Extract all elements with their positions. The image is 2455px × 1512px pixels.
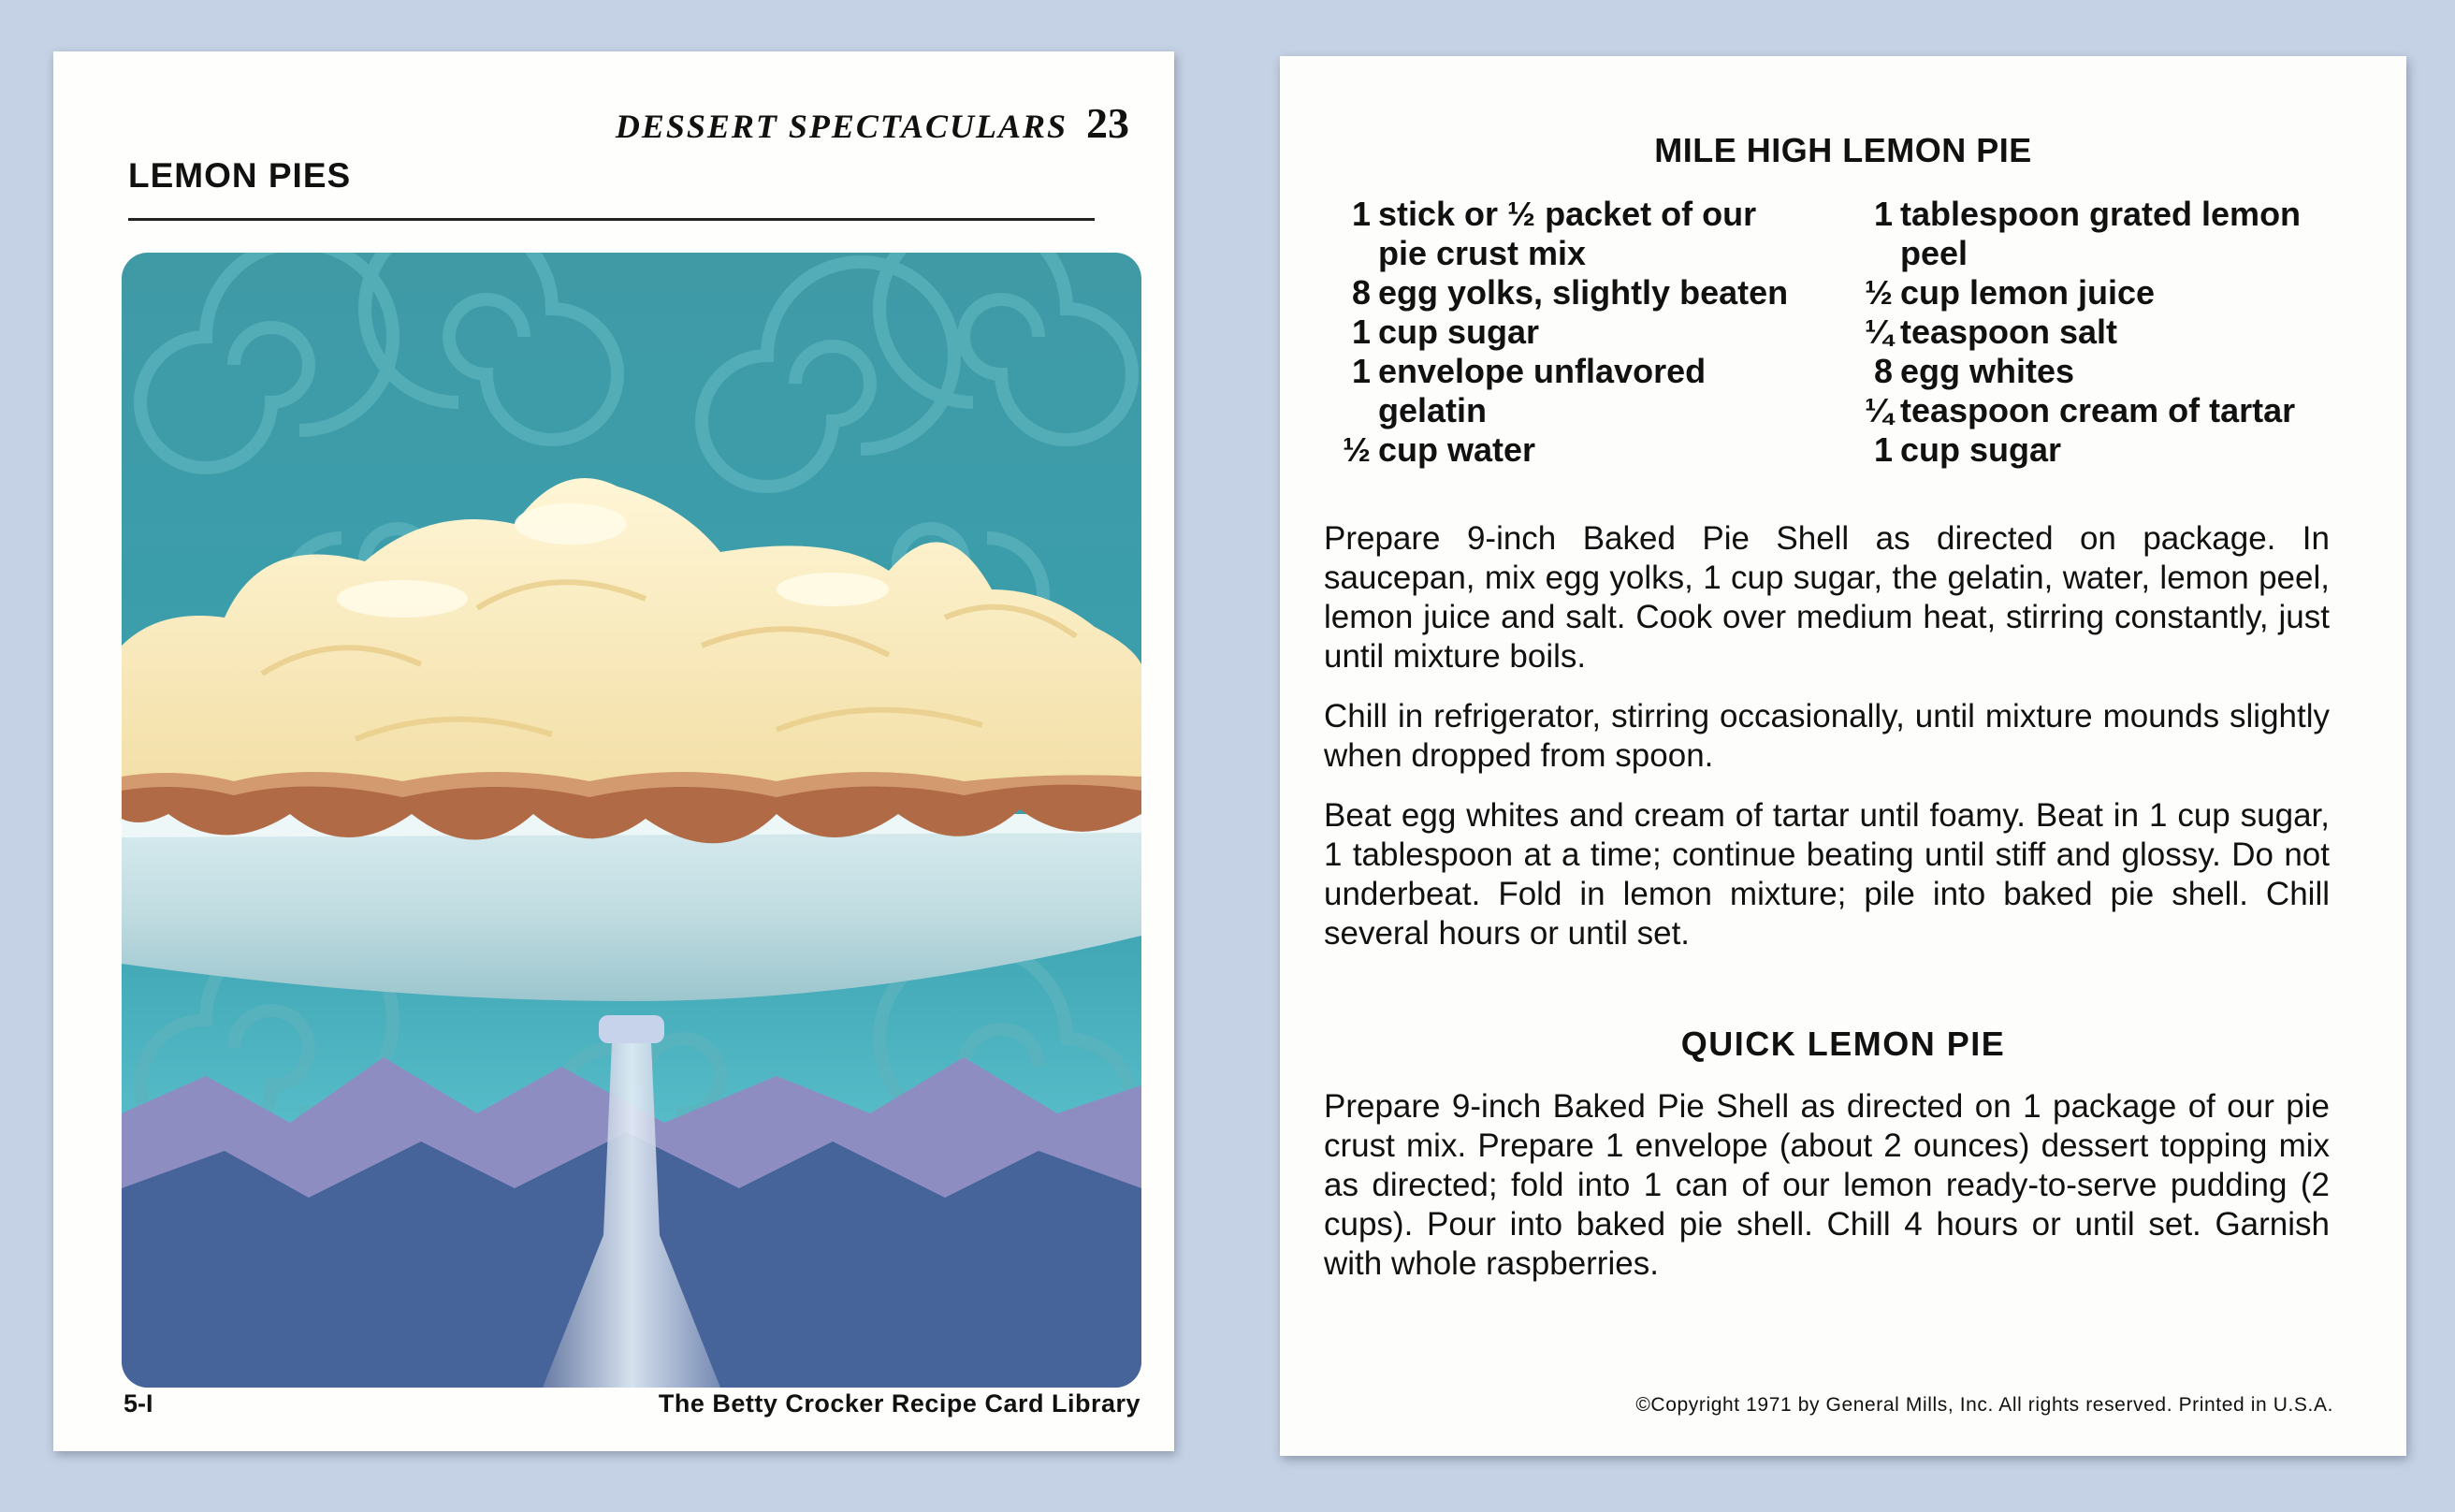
ingredient-item: 8 egg yolks, slightly beaten: [1351, 273, 1789, 312]
ingredient-item: 1 tablespoon grated lemon peel: [1873, 195, 2302, 272]
ingredient-item: 1 stick or ½ packet of our pie crust mix: [1351, 195, 1757, 272]
ingredient-item: ½ cup lemon juice: [1864, 273, 2156, 312]
direction-paragraph: Prepare 9-inch Baked Pie Shell as directed on package. In saucepan, mix egg yolks, 1 cup sugar, the gelatin, water, lemon peel, lemon juice and salt. Cook over medium heat, stirring constantly, just until mixture boils.: [1324, 520, 2330, 675]
recipe-card-front: [53, 51, 1174, 1451]
header-divider: [128, 218, 1095, 221]
ingredient-item: 1 envelope unflavored gelatin: [1351, 352, 1707, 429]
card-code: 5-I: [123, 1389, 153, 1418]
copyright-notice: ©Copyright 1971 by General Mills, Inc. All rights reserved. Printed in U.S.A.: [1635, 1394, 2333, 1416]
ingredient-item: 1 cup sugar: [1351, 313, 1540, 351]
ingredients-left: [1327, 195, 1813, 470]
ingredient-item: ½ cup water: [1342, 430, 1536, 469]
ingredient-item: ¼ teaspoon cream of tartar: [1864, 391, 2296, 429]
direction-paragraph: Beat egg whites and cream of tartar until foamy. Beat in 1 cup sugar, 1 tablespoon at a time; continue beating until stiff and glossy. Do not underbeat. Fold in lemon mixture; pile into baked pie shell. Chill several hours or until set.: [1324, 797, 2330, 952]
pie-photo: [122, 253, 1141, 1388]
category-title: LEMON PIES: [128, 156, 352, 195]
series-title: DESSERT SPECTACULARS: [615, 108, 1068, 145]
recipe-title-quick: QUICK LEMON PIE: [1680, 1025, 2006, 1063]
recipe-title-mile-high: MILE HIGH LEMON PIE: [1654, 131, 2032, 169]
directions-quick: [1324, 1087, 2330, 1304]
ingredient-item: 8 egg whites: [1873, 352, 2075, 390]
ingredient-item: 1 cup sugar: [1873, 430, 2062, 469]
recipe-card-back: [1280, 56, 2406, 1456]
ingredient-item: ¼ teaspoon salt: [1864, 313, 2118, 351]
directions-mile-high: [1324, 519, 2330, 974]
library-name: The Betty Crocker Recipe Card Library: [658, 1389, 1140, 1418]
direction-paragraph: Prepare 9-inch Baked Pie Shell as directed on 1 package of our pie crust mix. Prepare 1 envelope (about 2 ounces) dessert topping mix as directed; fold into 1 can of our lemon ready-to-serve pudding (2 cups). Pour into baked pie shell. Chill 4 hours or until set. Garnish with whole raspberries.: [1324, 1088, 2330, 1282]
ingredients-right: [1851, 195, 2375, 470]
series-header: [616, 98, 1129, 148]
direction-paragraph: Chill in refrigerator, stirring occasionally, until mixture mounds slightly when dropped from spoon.: [1324, 698, 2330, 774]
card-number: 23: [1086, 99, 1129, 147]
